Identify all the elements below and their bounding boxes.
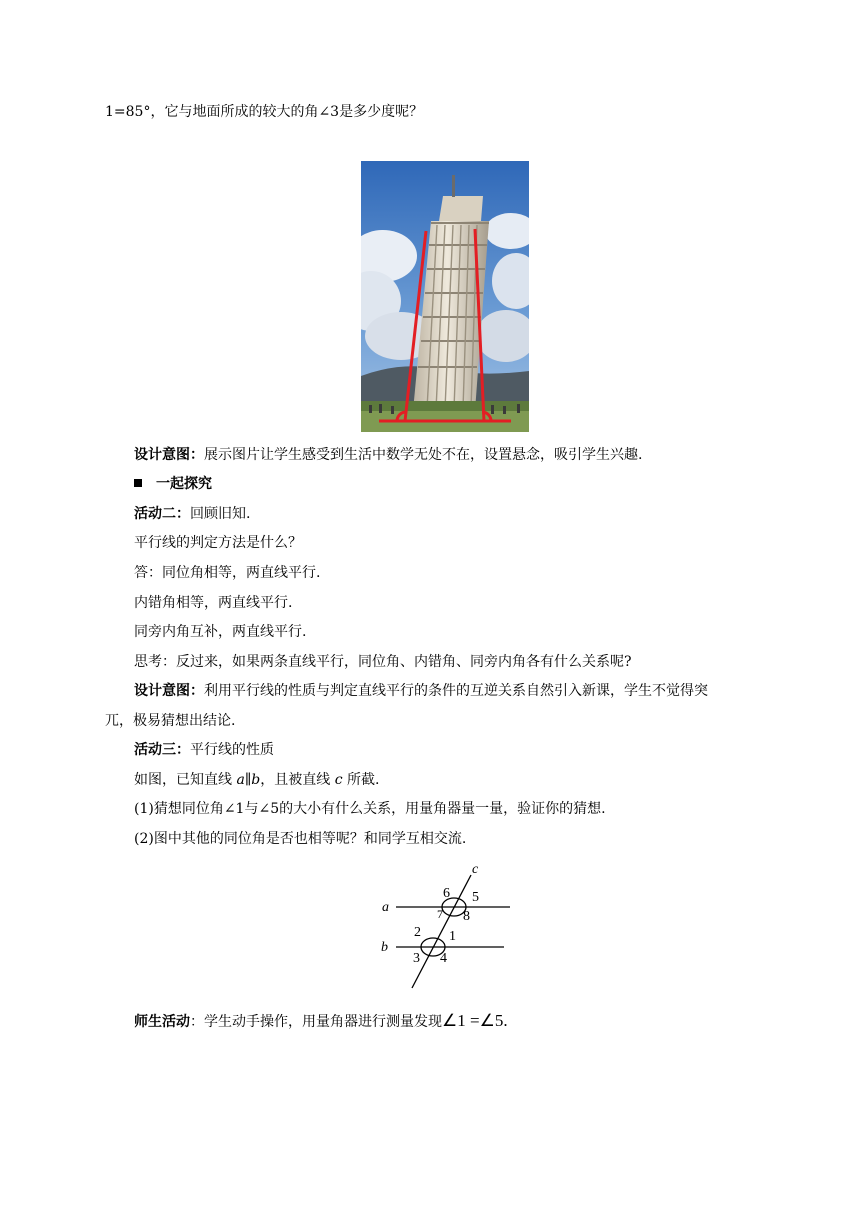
teacher-student-colon: ： [190, 1014, 204, 1030]
line-b-label: b [381, 940, 388, 955]
design-intent-2-line-2: 兀，极易猜想出结论. [105, 713, 236, 729]
angle-8-label: 8 [463, 909, 470, 924]
activity-3 [134, 740, 274, 760]
design-intent-2-line-1 [134, 681, 708, 701]
var-b: b [251, 772, 261, 788]
teacher-student-activity [134, 1009, 508, 1034]
line-a-label: a [382, 900, 389, 915]
var-a: a [236, 772, 245, 788]
angle-3-label: 3 [413, 951, 420, 966]
angle-5-label: 5 [472, 890, 479, 905]
given-statement [134, 770, 379, 790]
var-c: c [334, 772, 343, 788]
square-bullet-icon [134, 479, 142, 487]
section-heading-text: 一起探究 [156, 476, 212, 492]
question-1: 平行线的判定方法是什么？ [134, 535, 302, 551]
angle-6-label: 6 [443, 886, 450, 901]
angle-4-label: 4 [440, 951, 447, 966]
task-2: (2)图中其他的同位角是否也相等呢？和同学互相交流. [134, 831, 467, 847]
design-intent-2-label: 设计意图： [134, 683, 204, 699]
angle-equation: ∠1 =∠5. [442, 1011, 508, 1030]
given-middle: ，且被直线 [260, 772, 335, 788]
design-intent-label: 设计意图： [134, 447, 204, 463]
angle-1-label: 1 [449, 929, 456, 944]
parallel-lines-diagram [374, 858, 520, 990]
thinking-question: 思考：反过来，如果两条直线平行，同位角、内错角、同旁内角各有什么关系呢? [134, 654, 632, 670]
angle-2-label: 2 [414, 925, 421, 940]
answer-2: 内错角相等，两直线平行. [134, 595, 293, 611]
answer-3: 同旁内角互补，两直线平行. [134, 624, 307, 640]
leaning-tower-photo [361, 161, 529, 432]
activity-2-text: 回顾旧知. [190, 506, 251, 522]
given-suffix: 所截. [342, 772, 380, 788]
answer-1: 答：同位角相等，两直线平行. [134, 565, 321, 581]
activity-2 [134, 504, 250, 524]
activity-2-label: 活动二： [134, 506, 190, 522]
design-intent-2-text-1: 利用平行线的性质与判定直线平行的条件的互逆关系自然引入新课，学生不觉得突 [204, 683, 708, 699]
given-prefix: 如图，已知直线 [134, 772, 237, 788]
line-c-label: c [472, 862, 479, 877]
angle-7-label: 7 [437, 907, 443, 921]
task-1: (1)猜想同位角∠1与∠5的大小有什么关系，用量角器量一量，验证你的猜想. [134, 801, 606, 817]
design-intent-text: 展示图片让学生感受到生活中数学无处不在，设置悬念，吸引学生兴趣. [204, 447, 643, 463]
section-heading [134, 474, 212, 494]
question-line-1: 1=85°，它与地面所成的较大的角∠3是多少度呢？ [105, 104, 424, 120]
activity-3-text: 平行线的性质 [190, 742, 274, 758]
teacher-student-label: 师生活动 [134, 1014, 190, 1030]
design-intent-1 [134, 445, 642, 465]
teacher-student-text: 学生动手操作，用量角器进行测量发现 [204, 1014, 442, 1030]
activity-3-label: 活动三： [134, 742, 190, 758]
parallel-symbol: ∥ [244, 772, 252, 788]
